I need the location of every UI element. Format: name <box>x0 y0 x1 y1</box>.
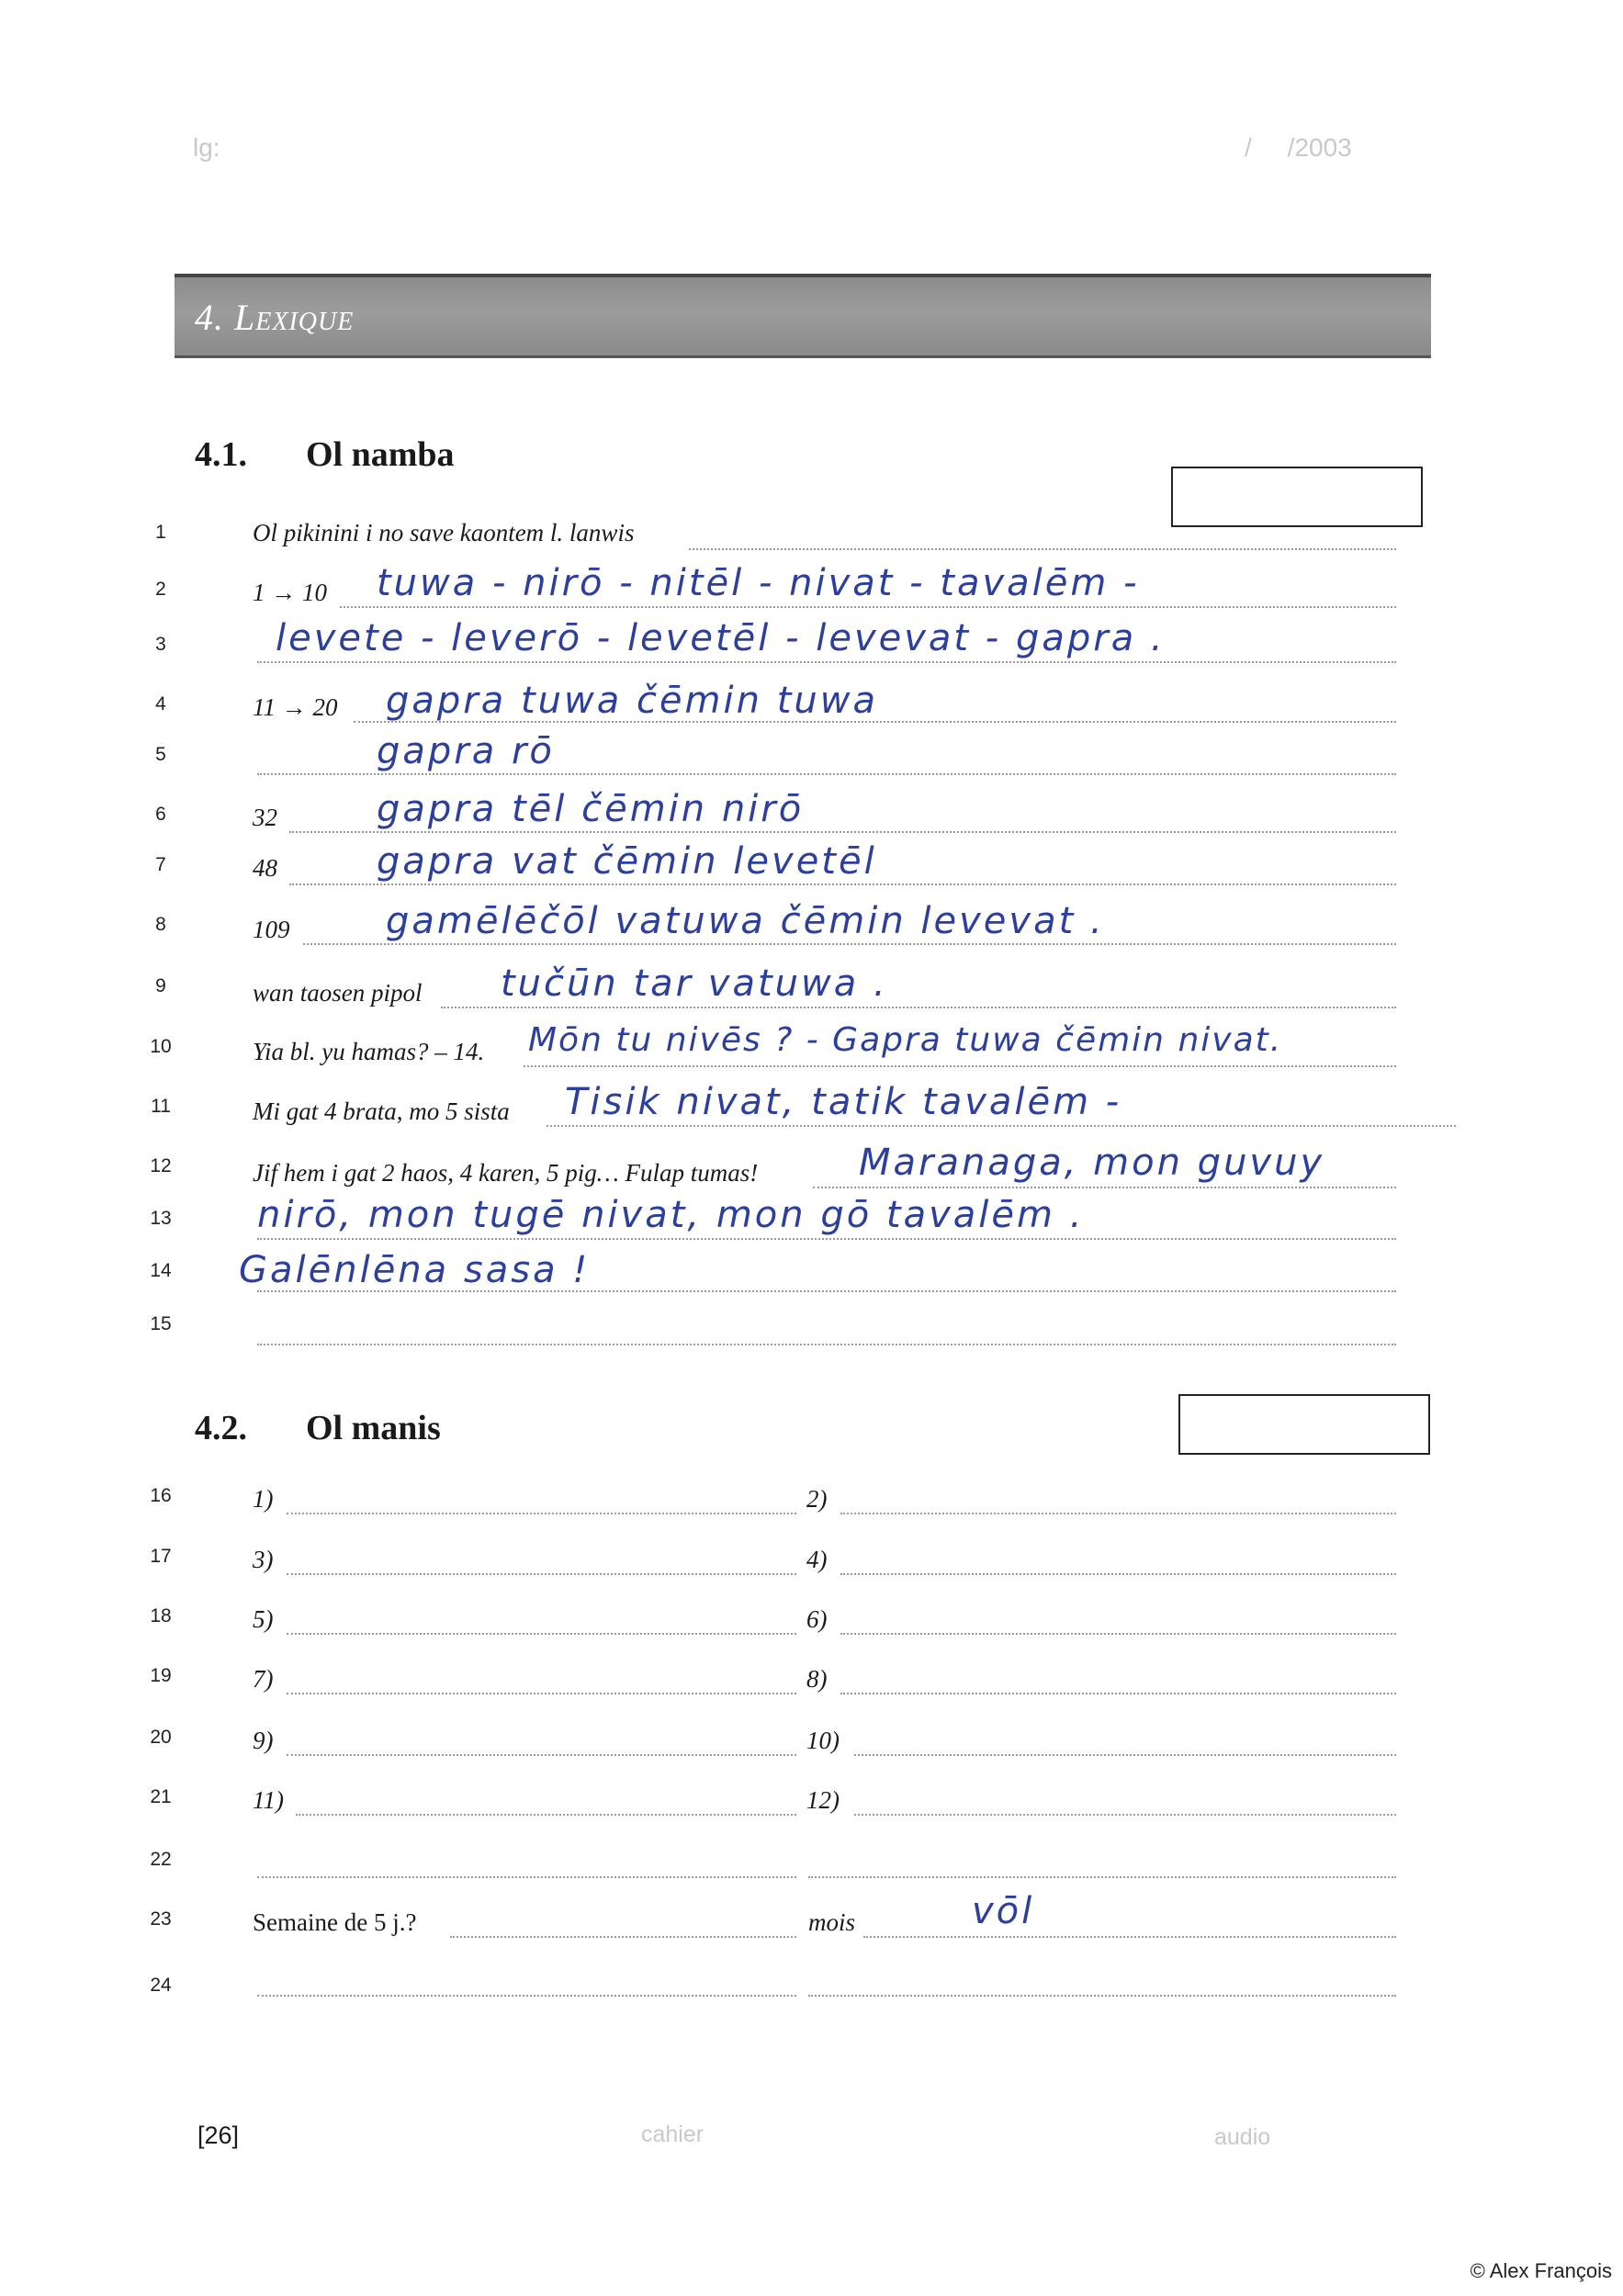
month-label: mois <box>808 1908 856 1936</box>
line-number: 16 <box>150 1485 172 1506</box>
answer-line[interactable] <box>257 1344 1396 1345</box>
prompt-siblings: Mi gat 4 brata, mo 5 sista <box>253 1097 510 1125</box>
line-number: 3 <box>155 634 166 655</box>
handwritten-answer: Maranaga, mon guvuy <box>859 1142 1325 1184</box>
answer-line[interactable] <box>813 1187 1396 1188</box>
answer-line[interactable] <box>257 1238 1396 1240</box>
line-number: 24 <box>150 1975 172 1996</box>
line-number: 9 <box>155 975 166 996</box>
month-item-5: 5) <box>253 1605 274 1633</box>
prompt-chief: Jif hem i gat 2 haos, 4 karen, 5 pig… Fulap tumas! <box>253 1159 759 1187</box>
answer-line[interactable] <box>863 1936 1396 1938</box>
answer-line[interactable] <box>287 1754 796 1756</box>
subsection-title-4-1: Ol namba <box>306 435 455 474</box>
copyright-notice: © Alex François <box>1470 2259 1612 2282</box>
answer-line[interactable] <box>289 884 1396 885</box>
date-label: / /2003 <box>1245 133 1352 162</box>
answer-line[interactable] <box>808 1876 1396 1878</box>
answer-line[interactable] <box>840 1633 1396 1635</box>
line-number: 17 <box>150 1546 172 1567</box>
subsection-number-4-2: 4.2. <box>195 1409 247 1447</box>
handwritten-answer: levete - leverō - levetēl - levevat - gapra . <box>276 617 1166 659</box>
answer-line[interactable] <box>547 1125 1456 1127</box>
line-number: 5 <box>155 744 166 765</box>
line-number: 20 <box>150 1727 172 1748</box>
section-header-bar <box>175 274 1431 358</box>
month-item-8: 8) <box>806 1665 828 1693</box>
answer-line[interactable] <box>287 1513 796 1514</box>
prompt-1-10: 1 → 10 <box>253 579 327 606</box>
prompt-32: 32 <box>253 804 277 831</box>
subsection-number-4-1: 4.1. <box>195 435 247 474</box>
handwritten-answer: tuwa - nirō - nitēl - nivat - tavalēm - <box>377 562 1140 604</box>
line-number: 23 <box>150 1908 172 1930</box>
answer-line[interactable] <box>808 1995 1396 1997</box>
answer-line[interactable] <box>257 1876 796 1878</box>
section-title: 4. Lexique <box>195 297 355 338</box>
month-item-3: 3) <box>253 1546 274 1573</box>
prompt-11-20: 11 → 20 <box>253 693 338 721</box>
week-question: Semaine de 5 j.? <box>253 1908 417 1936</box>
prompt-thousand-people: wan taosen pipol <box>253 979 423 1007</box>
month-item-6: 6) <box>806 1605 828 1633</box>
answer-line[interactable] <box>854 1754 1396 1756</box>
handwritten-answer: gapra rō <box>377 730 555 772</box>
answer-line[interactable] <box>289 831 1396 833</box>
answer-line[interactable] <box>840 1513 1396 1514</box>
line-number: 10 <box>150 1036 172 1057</box>
month-item-1: 1) <box>253 1485 274 1513</box>
line-number: 7 <box>155 854 166 875</box>
line-number: 11 <box>151 1096 171 1117</box>
answer-line[interactable] <box>257 661 1396 663</box>
line-number: 1 <box>155 522 166 543</box>
answer-line[interactable] <box>257 1995 796 1997</box>
month-item-4: 4) <box>806 1546 828 1573</box>
handwritten-answer: gapra tuwa čēmin tuwa <box>386 680 878 722</box>
month-item-11: 11) <box>253 1786 284 1814</box>
line-number: 13 <box>150 1208 172 1229</box>
line-number: 12 <box>150 1155 172 1176</box>
answer-line[interactable] <box>450 1936 796 1938</box>
answer-line[interactable] <box>840 1693 1396 1694</box>
line-number: 22 <box>150 1849 172 1870</box>
answer-line[interactable] <box>689 548 1396 550</box>
answer-line[interactable] <box>287 1693 796 1694</box>
handwritten-month-answer: vōl <box>972 1890 1035 1932</box>
answer-line[interactable] <box>257 773 1396 775</box>
line-number: 15 <box>150 1313 172 1334</box>
audio-label: audio <box>1214 2124 1271 2150</box>
answer-line[interactable] <box>854 1814 1396 1816</box>
handwritten-answer: gamēlēčōl vatuwa čēmin levevat . <box>386 900 1105 942</box>
prompt-age: Yia bl. yu hamas? – 14. <box>253 1038 485 1065</box>
answer-line[interactable] <box>287 1633 796 1635</box>
month-item-2: 2) <box>806 1485 828 1513</box>
line-number: 21 <box>150 1786 172 1807</box>
line-number: 4 <box>155 693 166 715</box>
month-item-9: 9) <box>253 1727 274 1754</box>
line-number: 8 <box>155 914 166 935</box>
answer-line[interactable] <box>296 1814 796 1816</box>
cahier-label: cahier <box>641 2122 704 2147</box>
handwritten-answer: gapra vat čēmin levetēl <box>377 840 877 883</box>
page-number: [26] <box>197 2122 240 2149</box>
line-number: 6 <box>155 804 166 825</box>
answer-line[interactable] <box>524 1065 1396 1067</box>
instruction-text: Ol pikinini i no save kaontem l. lanwis <box>253 519 635 546</box>
handwritten-answer: Tisik nivat, tatik tavalēm - <box>565 1081 1122 1123</box>
prompt-48: 48 <box>253 854 277 882</box>
score-box-4-2[interactable] <box>1178 1394 1430 1455</box>
line-number: 18 <box>150 1605 172 1626</box>
line-number: 2 <box>155 579 166 600</box>
level-label: lg: <box>193 133 220 162</box>
score-box-4-1[interactable] <box>1171 467 1423 527</box>
answer-line[interactable] <box>840 1573 1396 1575</box>
handwritten-answer: Mōn tu nivēs ? - Gapra tuwa čēmin nivat. <box>528 1021 1283 1059</box>
month-item-10: 10) <box>806 1727 840 1754</box>
month-item-7: 7) <box>253 1665 274 1693</box>
answer-line[interactable] <box>287 1573 796 1575</box>
month-item-12: 12) <box>806 1786 840 1814</box>
answer-line[interactable] <box>340 606 1396 608</box>
line-number: 14 <box>150 1260 172 1281</box>
prompt-109: 109 <box>253 916 290 943</box>
answer-line[interactable] <box>303 943 1396 945</box>
handwritten-answer: gapra tēl čēmin nirō <box>377 788 805 830</box>
subsection-title-4-2: Ol manis <box>306 1409 441 1447</box>
line-number: 19 <box>150 1665 172 1686</box>
answer-line[interactable] <box>441 1007 1396 1008</box>
handwritten-answer: Galēnlēna sasa ! <box>239 1249 591 1291</box>
handwritten-answer: nirō, mon tugē nivat, mon gō tavalēm . <box>257 1194 1085 1236</box>
handwritten-answer: tučūn tar vatuwa . <box>501 962 888 1005</box>
